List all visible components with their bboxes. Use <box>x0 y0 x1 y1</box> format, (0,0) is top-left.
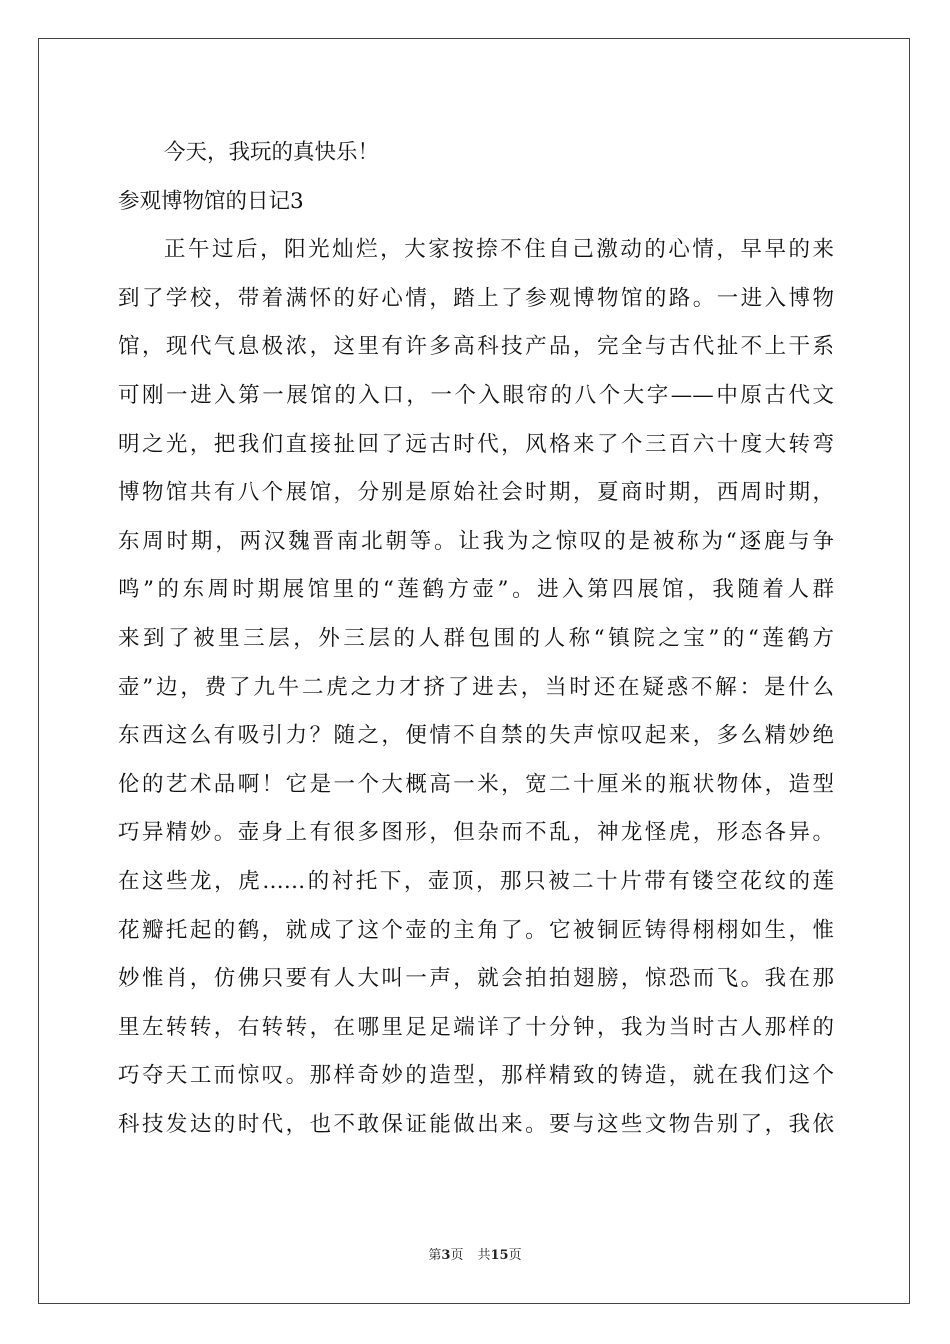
text-line: 到了学校，带着满怀的好心情，踏上了参观博物馆的路。一进入博物 <box>118 285 834 311</box>
text-line: 正午过后，阳光灿烂，大家按捺不住自己激动的心情，早早的来 <box>164 237 834 263</box>
text-line: 在这些龙，虎……的衬托下，壶顶，那只被二十片带有镂空花纹的莲 <box>118 868 834 894</box>
text-line: 花瓣托起的鹤，就成了这个壶的主角了。它被铜匠铸得栩栩如生，惟 <box>118 917 834 943</box>
page-number: 3 <box>441 1248 451 1263</box>
total-label-suffix: 页 <box>508 1248 522 1263</box>
text-line: 壶”边，费了九牛二虎之力才挤了进去，当时还在疑惑不解：是什么 <box>118 674 834 700</box>
text-line: 明之光，把我们直接扯回了远古时代，风格来了个三百六十度大转弯 <box>118 431 834 457</box>
text-line: 伦的艺术品啊！它是一个大概高一米，宽二十厘米的瓶状物体，造型 <box>118 771 834 797</box>
text-line: 巧异精妙。壶身上有很多图形，但杂而不乱，神龙怪虎，形态各异。 <box>118 820 834 846</box>
document-body <box>118 129 834 1149</box>
page-label-suffix: 页 <box>450 1248 464 1263</box>
text-line: 可刚一进入第一展馆的入口，一个入眼帘的八个大字——中原古代文 <box>118 382 834 408</box>
text-line: 妙惟肖，仿佛只要有人大叫一声，就会拍拍翅膀，惊恐而飞。我在那 <box>118 966 834 992</box>
section-heading: 参观博物馆的日记3 <box>118 188 304 214</box>
text-line: 鸣”的东周时期展馆里的“莲鹤方壶”。进入第四展馆，我随着人群 <box>118 577 834 603</box>
total-label-prefix: 共 <box>477 1248 491 1263</box>
text-line: 巧夺天工而惊叹。那样奇妙的造型，那样精致的铸造，就在我们这个 <box>118 1063 834 1089</box>
text-line: 来到了被里三层，外三层的人群包围的人称“镇院之宝”的“莲鹤方 <box>118 625 834 651</box>
page-label-prefix: 第 <box>428 1248 442 1263</box>
text-line: 馆，现代气息极浓，这里有许多高科技产品，完全与古代扯不上干系 <box>118 334 834 360</box>
total-pages: 15 <box>490 1248 509 1263</box>
text-line: 博物馆共有八个展馆，分别是原始社会时期，夏商时期，西周时期， <box>118 480 834 506</box>
text-line: 东周时期，两汉魏晋南北朝等。让我为之惊叹的是被称为“逐鹿与争 <box>118 528 834 554</box>
text-line: 今天，我玩的真快乐！ <box>164 140 380 165</box>
text-line: 科技发达的时代，也不敢保证能做出来。要与这些文物告别了，我依 <box>118 1111 834 1137</box>
text-line: 东西这么有吸引力？随之，便情不自禁的失声惊叹起来，多么精妙绝 <box>118 723 834 749</box>
text-line: 里左转转，右转转，在哪里足足端详了十分钟，我为当时古人那样的 <box>118 1014 834 1040</box>
page-footer <box>0 1246 950 1266</box>
